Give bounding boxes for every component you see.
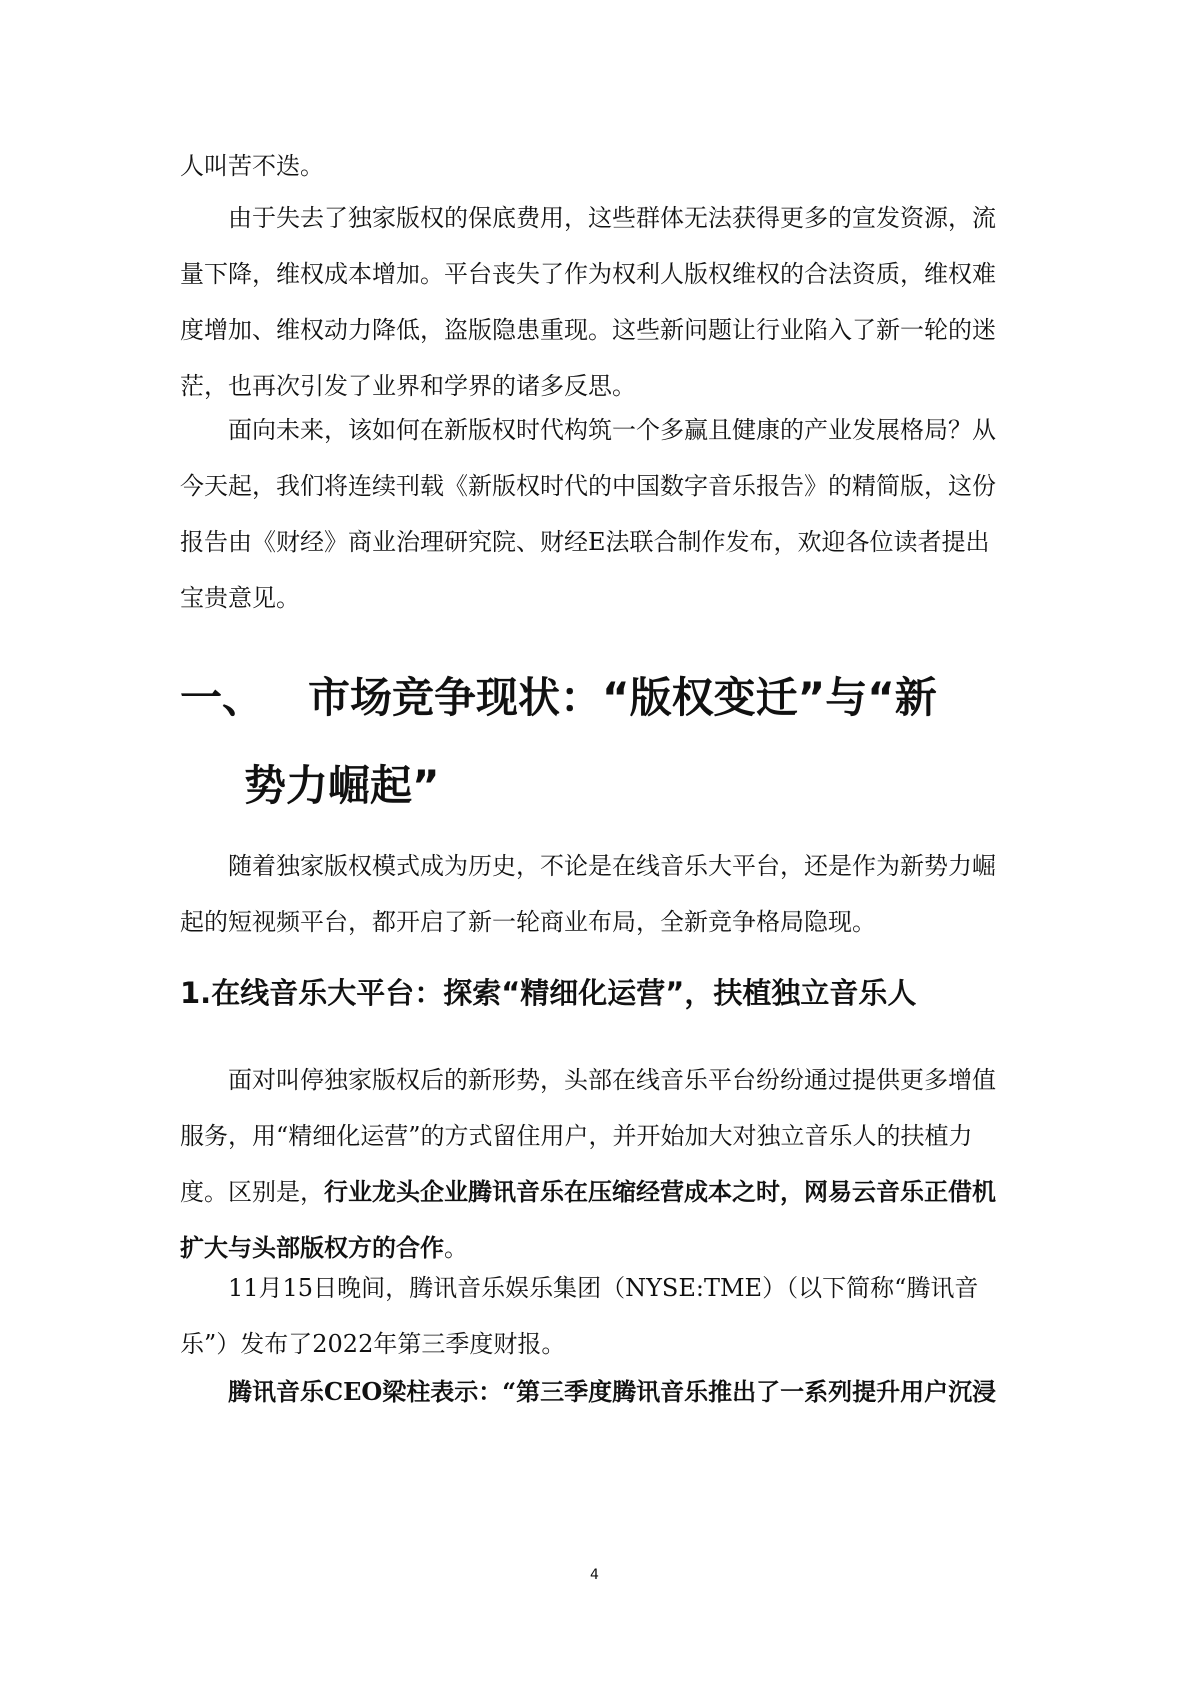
paragraph-bold-text: 行业龙头企业腾讯音乐在压缩经营成本之时，网易云音乐正借机扩大与头部版权方的合作 (180, 1177, 996, 1262)
paragraph-platform-strategy (180, 1052, 1010, 1276)
section-title-line2: 势力崛起” (244, 761, 440, 810)
paragraph-text: 由于失去了独家版权的保底费用，这些群体无法获得更多的宣发资源，流量下降，维权成本增加。平台丧失了作为权利人版权维权的合法资质，维权难度增加、维权动力降低，盗版隐患重现。这些新问题让行业陷入了新一轮的迷茫，也再次引发了业界和学界的诸多反思。 (180, 204, 996, 400)
paragraph-text: 腾讯音乐CEO梁柱表示：“第三季度腾讯音乐推出了一系列提升用户沉浸 (228, 1377, 997, 1406)
paragraph-continuation (180, 138, 1010, 194)
paragraph-future-outlook (180, 402, 1010, 626)
paragraph-text (180, 1052, 1010, 1276)
subsection-heading: 1.在线音乐大平台：探索“精细化运营”，扶植独立音乐人 (180, 976, 917, 1010)
paragraph-end-mark: 。 (444, 1234, 468, 1262)
paragraph-text: 面向未来，该如何在新版权时代构筑一个多赢且健康的产业发展格局？从今天起，我们将连续刊载《新版权时代的中国数字音乐报告》的精简版，这份报告由《财经》商业治理研究院、财经E法联合制作发布，欢迎各位读者提出宝贵意见。 (180, 416, 996, 612)
paragraph-normal-text: 面对叫停独家版权后的新形势，头部在线音乐平台纷纷通过提供更多增值服务，用“精细化运营”的方式留住用户，并开始加大对独立音乐人的扶植力度。区别是， (180, 1066, 996, 1206)
section-title-line1: 市场竞争现状：“版权变迁”与“新 (308, 673, 937, 722)
paragraph-text: 人叫苦不迭。 (180, 152, 324, 180)
paragraph-text: 11月15日晚间，腾讯音乐娱乐集团（NYSE:TME）（以下简称“腾讯音乐”）发布了2022年第三季度财报。 (180, 1274, 979, 1358)
paragraph-copyright-loss (180, 190, 1010, 414)
page-number: 4 (590, 1567, 599, 1583)
section-heading (180, 654, 1010, 830)
paragraph-ceo-quote (180, 1364, 1010, 1420)
paragraph-text: 随着独家版权模式成为历史，不论是在线音乐大平台，还是作为新势力崛起的短视频平台，都开启了新一轮商业布局，全新竞争格局隐现。 (180, 852, 996, 936)
section-number: 一、 (180, 673, 265, 722)
paragraph-section-intro (180, 838, 1010, 950)
paragraph-earnings-report (180, 1260, 1010, 1372)
